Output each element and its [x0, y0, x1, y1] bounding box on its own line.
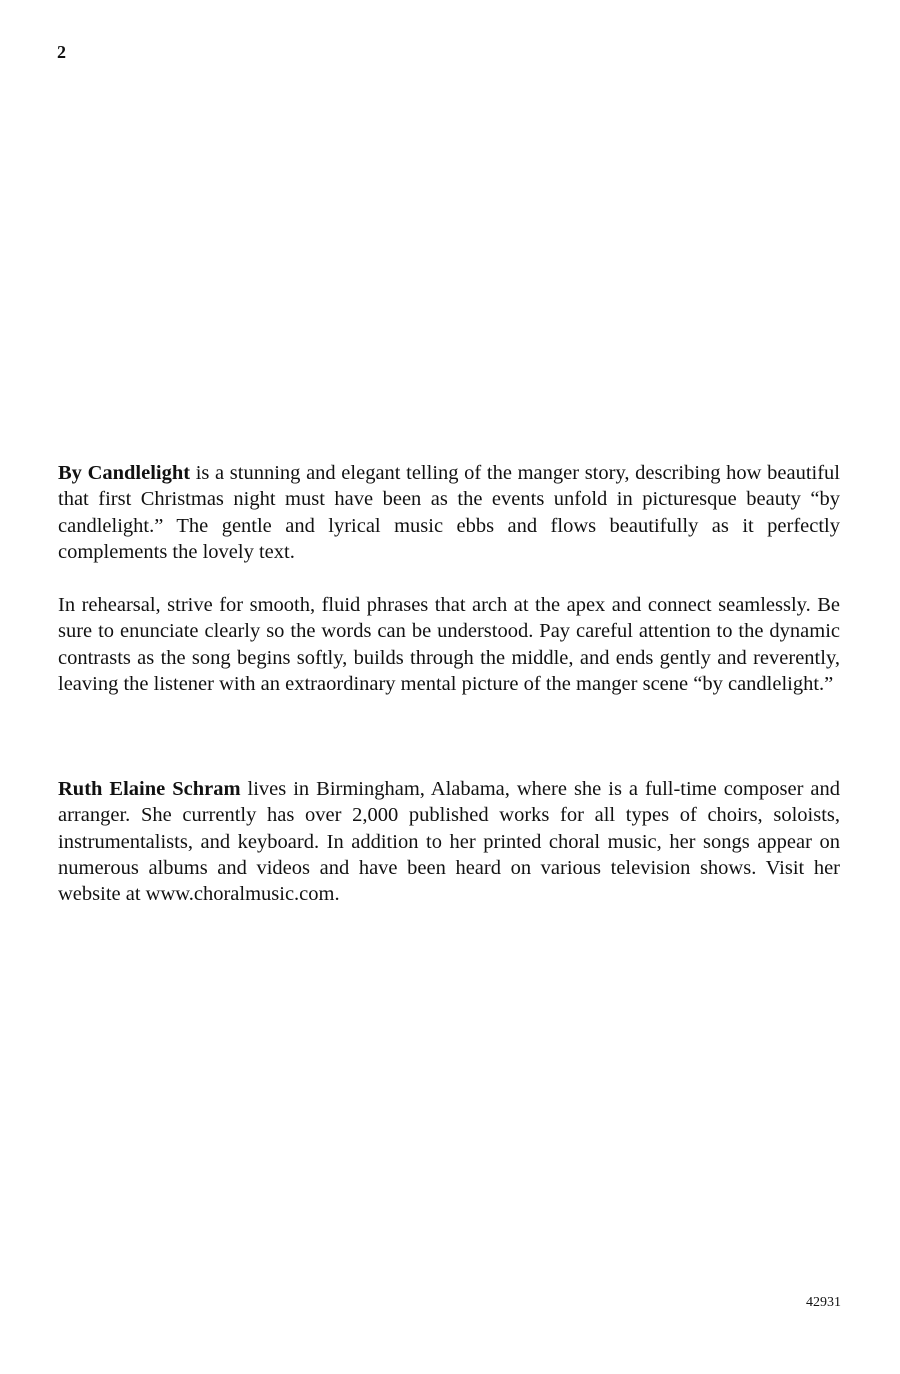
description-text: is a stunning and elegant telling of the manger story, describing how beautiful that first Christmas night must have been as the events unfold in picturesque beauty “by candlelight.” The gentle and lyrical music ebbs and flows beautifully as it perfectly complements the lovely text.	[58, 462, 840, 563]
rehearsal-notes-text: In rehearsal, strive for smooth, fluid phrases that arch at the apex and connect seamlessly. Be sure to enunciate clearly so the words can be understood. Pay careful attention to the dynamic contrasts as the song begins softly, builds through the middle, and ends gently and reverently, leaving the listener with an extraordinary mental picture of the manger scene “by candlelight.”	[58, 594, 840, 695]
description-paragraph	[58, 460, 840, 565]
rehearsal-notes-paragraph	[58, 592, 840, 697]
composer-name: Ruth Elaine Schram	[58, 778, 241, 800]
page-number: 2	[57, 42, 66, 62]
composer-bio-paragraph	[58, 776, 840, 907]
song-title: By Candlelight	[58, 462, 191, 484]
composer-bio-text: lives in Birmingham, Alabama, where she is a full-time composer and arranger. She currently has over 2,000 published works for all types of choirs, soloists, instrumentalists, and keyboard. In addition to her printed choral music, her songs appear on numerous albums and videos and have been heard on various television shows. Visit her website at www.choralmusic.com.	[58, 778, 840, 906]
catalog-number: 42931	[806, 1295, 841, 1310]
